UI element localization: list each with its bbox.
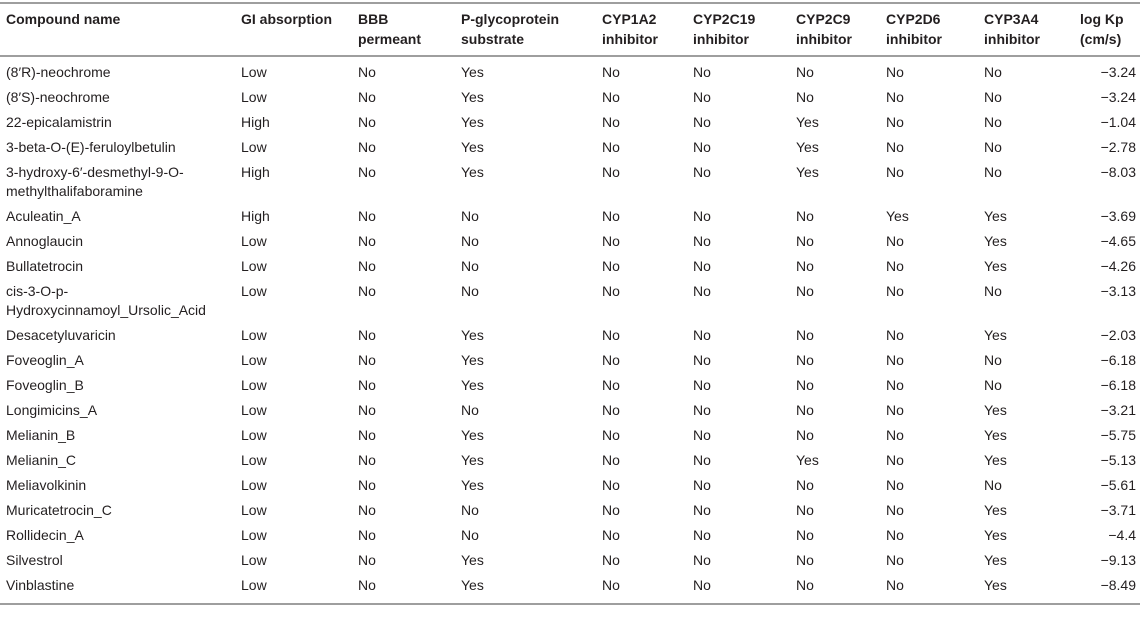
cell-log-kp: −2.03	[1100, 327, 1136, 343]
cell-log-kp: −3.21	[1100, 402, 1136, 418]
table-row	[0, 498, 1140, 523]
table-row	[0, 229, 1140, 254]
cell-gi-absorption: Low	[241, 377, 267, 393]
cell-cyp2c9: No	[796, 377, 814, 393]
cell-compound-name: Melianin_B	[6, 427, 76, 443]
cell-cyp2d6: No	[886, 233, 904, 249]
table-row	[0, 279, 1140, 323]
cell-bbb-permeant: No	[358, 139, 376, 155]
cell-cyp2c19: No	[693, 64, 711, 80]
cell-pgp-substrate: No	[461, 283, 479, 299]
cell-pgp-substrate: No	[461, 502, 479, 518]
cell-gi-absorption: Low	[241, 527, 267, 543]
cell-log-kp: −4.26	[1100, 258, 1136, 274]
cell-compound-name: Muricatetrocin_C	[6, 502, 112, 518]
cell-gi-absorption: Low	[241, 258, 267, 274]
cell-cyp2d6: No	[886, 258, 904, 274]
cell-gi-absorption: High	[241, 208, 270, 224]
cell-bbb-permeant: No	[358, 208, 376, 224]
cell-cyp2c9: No	[796, 258, 814, 274]
cell-log-kp: −5.75	[1100, 427, 1136, 443]
cell-bbb-permeant: No	[358, 377, 376, 393]
cell-log-kp: −9.13	[1100, 552, 1136, 568]
cell-cyp2c19: No	[693, 527, 711, 543]
cell-cyp2c9: No	[796, 64, 814, 80]
cell-cyp2c19: No	[693, 477, 711, 493]
cell-cyp2c9: No	[796, 527, 814, 543]
header-cyp3a4-inhibitor: CYP3A4 inhibitor	[984, 11, 1040, 47]
cell-cyp2c19: No	[693, 233, 711, 249]
header-cyp1a2-inhibitor: CYP1A2 inhibitor	[602, 11, 658, 47]
cell-bbb-permeant: No	[358, 283, 376, 299]
cell-pgp-substrate: Yes	[461, 552, 484, 568]
header-pgp-substrate: P-glycoprotein substrate	[461, 11, 560, 47]
cell-compound-name: 3-hydroxy-6′-desmethyl-9-O-methylthalifaboramine	[6, 164, 184, 199]
cell-bbb-permeant: No	[358, 89, 376, 105]
cell-cyp1a2: No	[602, 427, 620, 443]
cell-cyp2d6: No	[886, 139, 904, 155]
cell-log-kp: −2.78	[1100, 139, 1136, 155]
cell-cyp3a4: Yes	[984, 527, 1007, 543]
cell-pgp-substrate: Yes	[461, 89, 484, 105]
cell-pgp-substrate: Yes	[461, 164, 484, 180]
header-cyp2c19-inhibitor: CYP2C19 inhibitor	[693, 11, 756, 47]
header-log-kp: log Kp (cm/s)	[1080, 11, 1124, 47]
cell-log-kp: −3.71	[1100, 502, 1136, 518]
cell-cyp1a2: No	[602, 352, 620, 368]
cell-cyp3a4: Yes	[984, 502, 1007, 518]
cell-cyp2d6: No	[886, 114, 904, 130]
table-row	[0, 448, 1140, 473]
cell-bbb-permeant: No	[358, 477, 376, 493]
cell-bbb-permeant: No	[358, 64, 376, 80]
cell-log-kp: −1.04	[1100, 114, 1136, 130]
cell-gi-absorption: Low	[241, 452, 267, 468]
cell-pgp-substrate: Yes	[461, 139, 484, 155]
cell-bbb-permeant: No	[358, 258, 376, 274]
cell-bbb-permeant: No	[358, 327, 376, 343]
cell-pgp-substrate: No	[461, 402, 479, 418]
cell-cyp3a4: No	[984, 477, 1002, 493]
cell-cyp3a4: Yes	[984, 427, 1007, 443]
cell-bbb-permeant: No	[358, 452, 376, 468]
cell-cyp2c19: No	[693, 208, 711, 224]
table-row	[0, 160, 1140, 204]
cell-cyp2c9: No	[796, 89, 814, 105]
cell-cyp2c9: No	[796, 552, 814, 568]
cell-cyp1a2: No	[602, 258, 620, 274]
cell-cyp1a2: No	[602, 477, 620, 493]
cell-cyp1a2: No	[602, 283, 620, 299]
cell-log-kp: −8.49	[1100, 577, 1136, 593]
cell-pgp-substrate: Yes	[461, 577, 484, 593]
cell-cyp3a4: No	[984, 64, 1002, 80]
cell-compound-name: Longimicins_A	[6, 402, 98, 418]
cell-log-kp: −4.65	[1100, 233, 1136, 249]
cell-gi-absorption: High	[241, 114, 270, 130]
cell-pgp-substrate: Yes	[461, 452, 484, 468]
cell-pgp-substrate: No	[461, 527, 479, 543]
cell-cyp3a4: Yes	[984, 327, 1007, 343]
cell-bbb-permeant: No	[358, 233, 376, 249]
cell-compound-name: Foveoglin_B	[6, 377, 84, 393]
cell-cyp1a2: No	[602, 402, 620, 418]
table-row	[0, 110, 1140, 135]
cell-cyp1a2: No	[602, 233, 620, 249]
cell-cyp1a2: No	[602, 552, 620, 568]
cell-cyp2d6: No	[886, 89, 904, 105]
cell-cyp2c19: No	[693, 452, 711, 468]
cell-cyp1a2: No	[602, 89, 620, 105]
cell-bbb-permeant: No	[358, 427, 376, 443]
cell-pgp-substrate: Yes	[461, 427, 484, 443]
cell-cyp2c19: No	[693, 283, 711, 299]
cell-log-kp: −3.24	[1100, 89, 1136, 105]
cell-cyp2c9: No	[796, 477, 814, 493]
cell-gi-absorption: Low	[241, 402, 267, 418]
cell-cyp3a4: Yes	[984, 577, 1007, 593]
cell-cyp3a4: Yes	[984, 233, 1007, 249]
cell-bbb-permeant: No	[358, 352, 376, 368]
cell-cyp3a4: No	[984, 377, 1002, 393]
cell-compound-name: cis-3-O-p-Hydroxycinnamoyl_Ursolic_Acid	[6, 283, 206, 318]
cell-cyp2c9: No	[796, 283, 814, 299]
cell-pgp-substrate: Yes	[461, 327, 484, 343]
header-cyp2d6-inhibitor: CYP2D6 inhibitor	[886, 11, 942, 47]
cell-gi-absorption: Low	[241, 477, 267, 493]
cell-log-kp: −6.18	[1100, 377, 1136, 393]
table-row	[0, 523, 1140, 548]
cell-cyp2c9: Yes	[796, 164, 819, 180]
cell-cyp3a4: No	[984, 114, 1002, 130]
table-row	[0, 548, 1140, 573]
cell-cyp2c19: No	[693, 427, 711, 443]
cell-pgp-substrate: Yes	[461, 64, 484, 80]
cell-log-kp: −3.69	[1100, 208, 1136, 224]
cell-pgp-substrate: Yes	[461, 352, 484, 368]
table-row	[0, 204, 1140, 229]
cell-compound-name: Aculeatin_A	[6, 208, 81, 224]
table-row	[0, 423, 1140, 448]
table-row	[0, 398, 1140, 423]
cell-cyp2c19: No	[693, 327, 711, 343]
cell-log-kp: −8.03	[1100, 164, 1136, 180]
cell-cyp1a2: No	[602, 208, 620, 224]
cell-compound-name: Silvestrol	[6, 552, 63, 568]
cell-log-kp: −5.61	[1100, 477, 1136, 493]
cell-log-kp: −4.4	[1108, 527, 1136, 543]
cell-cyp3a4: No	[984, 139, 1002, 155]
cell-cyp3a4: Yes	[984, 452, 1007, 468]
cell-cyp2c19: No	[693, 139, 711, 155]
table-row	[0, 348, 1140, 373]
cell-cyp1a2: No	[602, 164, 620, 180]
table-row	[0, 373, 1140, 398]
cell-cyp2d6: No	[886, 402, 904, 418]
cell-cyp1a2: No	[602, 64, 620, 80]
cell-gi-absorption: Low	[241, 233, 267, 249]
cell-log-kp: −5.13	[1100, 452, 1136, 468]
cell-gi-absorption: Low	[241, 139, 267, 155]
cell-cyp2c9: No	[796, 327, 814, 343]
cell-cyp3a4: No	[984, 89, 1002, 105]
cell-cyp2d6: No	[886, 502, 904, 518]
cell-cyp2d6: No	[886, 427, 904, 443]
table-row	[0, 56, 1140, 85]
cell-cyp1a2: No	[602, 114, 620, 130]
cell-cyp2d6: No	[886, 377, 904, 393]
cell-cyp2c9: No	[796, 402, 814, 418]
cell-cyp2c9: No	[796, 427, 814, 443]
cell-log-kp: −3.24	[1100, 64, 1136, 80]
cell-cyp2c9: No	[796, 502, 814, 518]
cell-cyp1a2: No	[602, 327, 620, 343]
cell-cyp2c9: No	[796, 233, 814, 249]
cell-cyp2d6: No	[886, 477, 904, 493]
admet-properties-table	[0, 2, 1140, 605]
table-body	[0, 56, 1140, 604]
cell-compound-name: 3-beta-O-(E)-feruloylbetulin	[6, 139, 176, 155]
cell-compound-name: Melianin_C	[6, 452, 77, 468]
cell-bbb-permeant: No	[358, 502, 376, 518]
header-cyp2c9-inhibitor: CYP2C9 inhibitor	[796, 11, 852, 47]
cell-cyp2d6: Yes	[886, 208, 909, 224]
cell-cyp2d6: No	[886, 327, 904, 343]
cell-cyp2c19: No	[693, 577, 711, 593]
cell-compound-name: Meliavolkinin	[6, 477, 87, 493]
cell-pgp-substrate: Yes	[461, 477, 484, 493]
cell-cyp2c9: No	[796, 352, 814, 368]
cell-cyp3a4: No	[984, 164, 1002, 180]
cell-cyp2d6: No	[886, 352, 904, 368]
cell-compound-name: Desacetyluvaricin	[6, 327, 116, 343]
cell-cyp2d6: No	[886, 283, 904, 299]
cell-cyp2c9: Yes	[796, 452, 819, 468]
cell-cyp2d6: No	[886, 452, 904, 468]
cell-gi-absorption: Low	[241, 577, 267, 593]
cell-cyp2c9: No	[796, 577, 814, 593]
cell-compound-name: Vinblastine	[6, 577, 75, 593]
cell-compound-name: Foveoglin_A	[6, 352, 84, 368]
cell-gi-absorption: Low	[241, 352, 267, 368]
cell-cyp1a2: No	[602, 452, 620, 468]
cell-cyp2c9: No	[796, 208, 814, 224]
cell-cyp3a4: No	[984, 352, 1002, 368]
cell-cyp1a2: No	[602, 577, 620, 593]
table-row	[0, 323, 1140, 348]
cell-gi-absorption: Low	[241, 283, 267, 299]
cell-cyp2d6: No	[886, 552, 904, 568]
cell-cyp3a4: Yes	[984, 552, 1007, 568]
table-row	[0, 135, 1140, 160]
cell-pgp-substrate: Yes	[461, 377, 484, 393]
cell-cyp1a2: No	[602, 502, 620, 518]
cell-cyp2d6: No	[886, 577, 904, 593]
cell-bbb-permeant: No	[358, 527, 376, 543]
table-row	[0, 85, 1140, 110]
cell-gi-absorption: Low	[241, 327, 267, 343]
cell-cyp2c9: Yes	[796, 139, 819, 155]
cell-cyp1a2: No	[602, 527, 620, 543]
cell-cyp2c19: No	[693, 164, 711, 180]
cell-log-kp: −6.18	[1100, 352, 1136, 368]
cell-bbb-permeant: No	[358, 164, 376, 180]
cell-cyp2d6: No	[886, 527, 904, 543]
cell-cyp3a4: Yes	[984, 208, 1007, 224]
cell-compound-name: 22-epicalamistrin	[6, 114, 112, 130]
cell-bbb-permeant: No	[358, 402, 376, 418]
cell-cyp1a2: No	[602, 377, 620, 393]
cell-cyp2c19: No	[693, 502, 711, 518]
cell-compound-name: (8′R)-neochrome	[6, 64, 111, 80]
cell-cyp2c19: No	[693, 402, 711, 418]
cell-bbb-permeant: No	[358, 552, 376, 568]
header-row	[0, 3, 1140, 56]
cell-pgp-substrate: Yes	[461, 114, 484, 130]
cell-cyp2c19: No	[693, 552, 711, 568]
cell-cyp2c19: No	[693, 352, 711, 368]
cell-cyp3a4: No	[984, 283, 1002, 299]
cell-cyp3a4: Yes	[984, 402, 1007, 418]
table-row	[0, 573, 1140, 604]
cell-gi-absorption: Low	[241, 427, 267, 443]
cell-pgp-substrate: No	[461, 258, 479, 274]
cell-gi-absorption: High	[241, 164, 270, 180]
cell-bbb-permeant: No	[358, 114, 376, 130]
table-row	[0, 473, 1140, 498]
cell-cyp2d6: No	[886, 164, 904, 180]
cell-cyp2d6: No	[886, 64, 904, 80]
table-row	[0, 254, 1140, 279]
cell-cyp3a4: Yes	[984, 258, 1007, 274]
cell-cyp2c19: No	[693, 258, 711, 274]
cell-compound-name: Annoglaucin	[6, 233, 84, 249]
cell-gi-absorption: Low	[241, 64, 267, 80]
cell-compound-name: Bullatetrocin	[6, 258, 84, 274]
cell-gi-absorption: Low	[241, 502, 267, 518]
cell-cyp1a2: No	[602, 139, 620, 155]
cell-cyp2c19: No	[693, 377, 711, 393]
header-compound-name: Compound name	[6, 11, 121, 27]
header-bbb-permeant: BBB permeant	[358, 11, 422, 47]
cell-pgp-substrate: No	[461, 233, 479, 249]
cell-pgp-substrate: No	[461, 208, 479, 224]
cell-gi-absorption: Low	[241, 89, 267, 105]
cell-cyp2c19: No	[693, 89, 711, 105]
cell-cyp2c9: Yes	[796, 114, 819, 130]
header-gi-absorption: GI absorption	[241, 11, 332, 27]
cell-compound-name: (8′S)-neochrome	[6, 89, 110, 105]
cell-compound-name: Rollidecin_A	[6, 527, 84, 543]
cell-log-kp: −3.13	[1100, 283, 1136, 299]
cell-cyp2c19: No	[693, 114, 711, 130]
cell-gi-absorption: Low	[241, 552, 267, 568]
table-header	[0, 3, 1140, 56]
cell-bbb-permeant: No	[358, 577, 376, 593]
